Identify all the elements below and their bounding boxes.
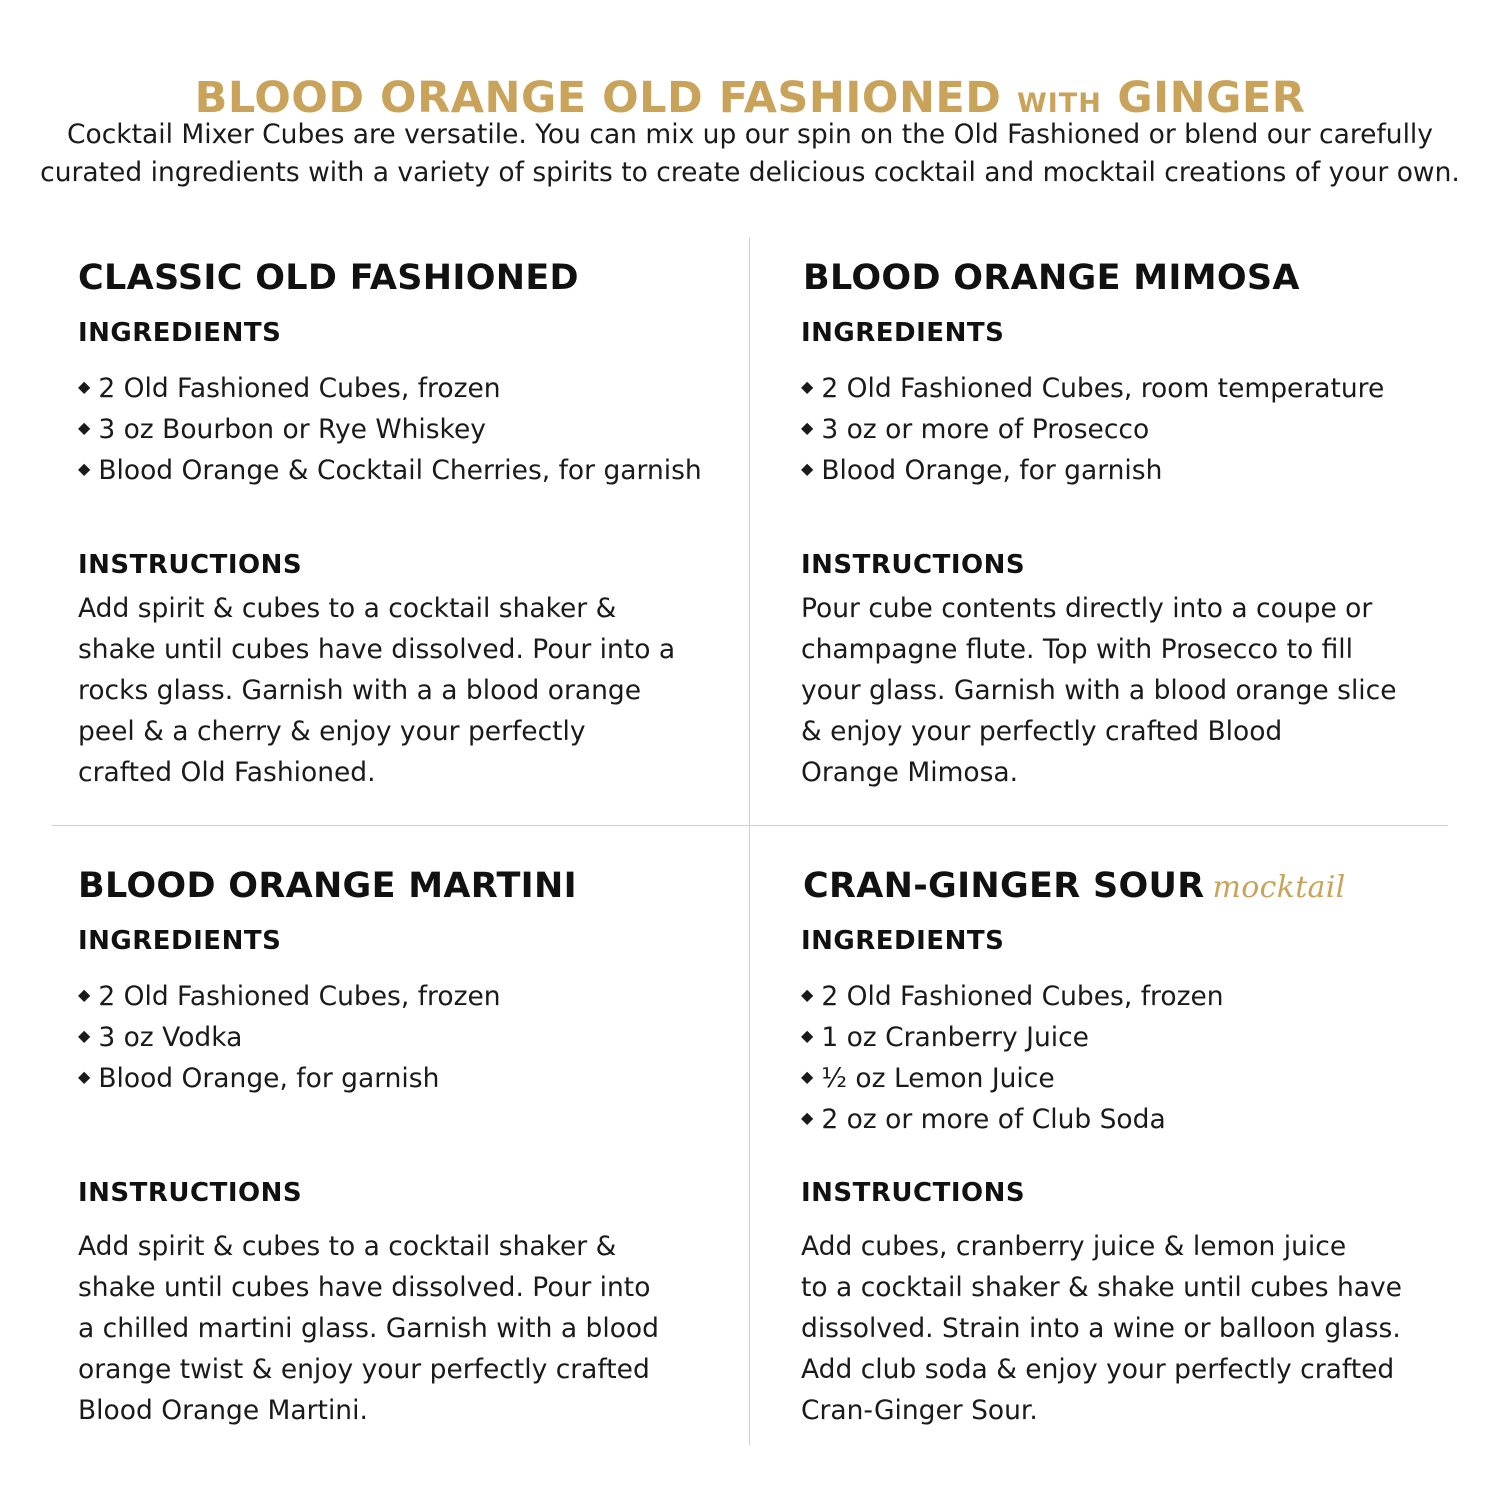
- ingredient-text: ½ oz Lemon Juice: [821, 1063, 1055, 1094]
- ingredient-text: 1 oz Cranberry Juice: [821, 1022, 1089, 1053]
- recipe-title-text: CRAN-GINGER SOUR: [803, 866, 1205, 906]
- instructions-text: [78, 1226, 659, 1431]
- ingredient-text: 2 Old Fashioned Cubes, frozen: [98, 981, 501, 1012]
- instruction-line: Add spirit & cubes to a cocktail shaker &: [78, 593, 617, 624]
- ingredient-text: 3 oz Vodka: [98, 1022, 243, 1053]
- ingredients-list: [78, 366, 702, 489]
- intro-line: Cocktail Mixer Cubes are versatile. You can mix up our spin on the Old Fashioned or blend our carefully: [67, 119, 1433, 150]
- ingredient-item: [78, 974, 501, 1015]
- bullet-icon: ◆: [78, 459, 91, 478]
- bullet-icon: ◆: [801, 985, 814, 1004]
- ingredient-item: [801, 366, 1384, 407]
- instructions-heading: INSTRUCTIONS: [78, 1178, 303, 1208]
- instruction-line: to a cocktail shaker & shake until cubes have: [801, 1272, 1402, 1303]
- instruction-line: dissolved. Strain into a wine or balloon glass.: [801, 1313, 1401, 1344]
- ingredients-list: [801, 974, 1224, 1138]
- bullet-icon: ◆: [801, 377, 814, 396]
- vertical-divider: [749, 237, 750, 1445]
- ingredient-text: 2 Old Fashioned Cubes, frozen: [98, 373, 501, 404]
- instruction-line: peel & a cherry & enjoy your perfectly: [78, 716, 586, 747]
- instructions-heading: INSTRUCTIONS: [78, 550, 303, 580]
- recipe-title: BLOOD ORANGE MIMOSA: [803, 258, 1300, 298]
- ingredient-text: 2 oz or more of Club Soda: [821, 1104, 1166, 1135]
- ingredient-text: Blood Orange & Cocktail Cherries, for garnish: [98, 455, 702, 486]
- instruction-line: orange twist & enjoy your perfectly crafted: [78, 1354, 650, 1385]
- ingredients-heading: INGREDIENTS: [78, 318, 282, 348]
- ingredients-list: [78, 974, 501, 1097]
- bullet-icon: ◆: [78, 418, 91, 437]
- instruction-line: your glass. Garnish with a blood orange slice: [801, 675, 1397, 706]
- instruction-line: rocks glass. Garnish with a a blood orange: [78, 675, 642, 706]
- mocktail-tag: mocktail: [1212, 870, 1346, 905]
- instruction-line: a chilled martini glass. Garnish with a blood: [78, 1313, 659, 1344]
- instruction-line: Add cubes, cranberry juice & lemon juice: [801, 1231, 1347, 1262]
- instruction-line: Add spirit & cubes to a cocktail shaker &: [78, 1231, 617, 1262]
- title-with: WITH: [1016, 87, 1102, 119]
- horizontal-divider: [52, 825, 1448, 826]
- instruction-line: Cran-Ginger Sour.: [801, 1395, 1038, 1426]
- instruction-line: Add club soda & enjoy your perfectly crafted: [801, 1354, 1395, 1385]
- bullet-icon: ◆: [78, 377, 91, 396]
- recipe-title: [803, 866, 1346, 906]
- ingredient-item: [801, 407, 1384, 448]
- title-main: BLOOD ORANGE OLD FASHIONED: [194, 72, 1002, 123]
- instruction-line: Blood Orange Martini.: [78, 1395, 368, 1426]
- recipe-title: BLOOD ORANGE MARTINI: [78, 866, 577, 906]
- bullet-icon: ◆: [801, 1067, 814, 1086]
- ingredient-item: [801, 1015, 1224, 1056]
- ingredient-text: Blood Orange, for garnish: [98, 1063, 440, 1094]
- title-ginger: GINGER: [1117, 72, 1306, 123]
- ingredients-heading: INGREDIENTS: [78, 926, 282, 956]
- instruction-line: Orange Mimosa.: [801, 757, 1019, 788]
- bullet-icon: ◆: [801, 418, 814, 437]
- instructions-text: [801, 588, 1397, 793]
- instruction-line: shake until cubes have dissolved. Pour into a: [78, 634, 676, 665]
- instruction-line: crafted Old Fashioned.: [78, 757, 376, 788]
- instruction-line: shake until cubes have dissolved. Pour into: [78, 1272, 651, 1303]
- ingredient-item: [801, 448, 1384, 489]
- bullet-icon: ◆: [78, 985, 91, 1004]
- instruction-line: champagne flute. Top with Prosecco to fill: [801, 634, 1354, 665]
- instructions-text: [801, 1226, 1402, 1431]
- instructions-heading: INSTRUCTIONS: [801, 550, 1026, 580]
- ingredients-list: [801, 366, 1384, 489]
- ingredients-heading: INGREDIENTS: [801, 926, 1005, 956]
- ingredients-heading: INGREDIENTS: [801, 318, 1005, 348]
- ingredient-item: [78, 1015, 501, 1056]
- ingredient-item: [801, 1056, 1224, 1097]
- ingredient-text: 2 Old Fashioned Cubes, room temperature: [821, 373, 1385, 404]
- instructions-heading: INSTRUCTIONS: [801, 1178, 1026, 1208]
- bullet-icon: ◆: [801, 459, 814, 478]
- recipe-title: CLASSIC OLD FASHIONED: [78, 258, 579, 298]
- ingredient-text: 2 Old Fashioned Cubes, frozen: [821, 981, 1224, 1012]
- intro-paragraph: [40, 116, 1460, 192]
- ingredient-item: [801, 974, 1224, 1015]
- ingredient-text: 3 oz Bourbon or Rye Whiskey: [98, 414, 486, 445]
- intro-line: curated ingredients with a variety of spirits to create delicious cocktail and mocktail creations of your own.: [40, 157, 1460, 188]
- bullet-icon: ◆: [78, 1067, 91, 1086]
- instruction-line: Pour cube contents directly into a coupe or: [801, 593, 1373, 624]
- bullet-icon: ◆: [801, 1108, 814, 1127]
- bullet-icon: ◆: [78, 1026, 91, 1045]
- instructions-text: [78, 588, 675, 793]
- ingredient-item: [78, 407, 702, 448]
- ingredient-text: 3 oz or more of Prosecco: [821, 414, 1150, 445]
- instruction-line: & enjoy your perfectly crafted Blood: [801, 716, 1283, 747]
- ingredient-item: [78, 366, 702, 407]
- ingredient-item: [78, 448, 702, 489]
- ingredient-text: Blood Orange, for garnish: [821, 455, 1163, 486]
- ingredient-item: [78, 1056, 501, 1097]
- ingredient-item: [801, 1097, 1224, 1138]
- bullet-icon: ◆: [801, 1026, 814, 1045]
